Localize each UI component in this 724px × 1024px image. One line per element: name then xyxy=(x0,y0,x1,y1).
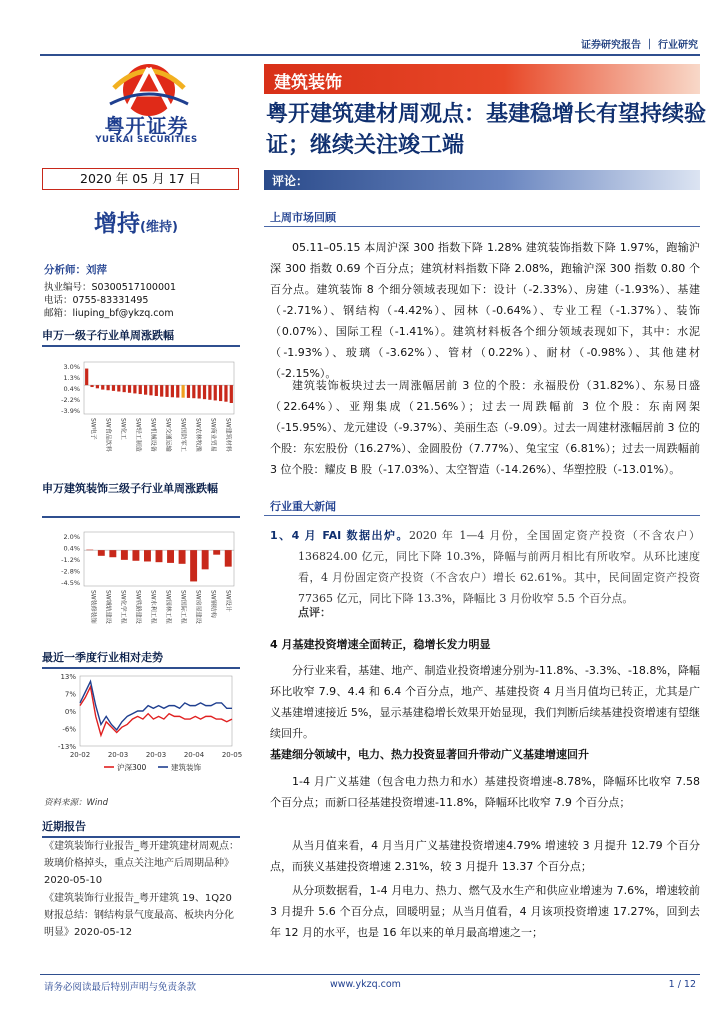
chart-source: 资料来源：Wind xyxy=(44,798,109,808)
section-industry-news: 行业重大新闻 xyxy=(270,500,336,513)
section-market-review: 上周市场回顾 xyxy=(270,211,336,224)
y-tick-label: 0% xyxy=(64,708,76,716)
x-category-label: SW铁路建设 xyxy=(134,590,142,624)
monthly-infra-paragraph: 从当月值来看，4 月当月广义基建投资增速4.79% 增速较 3 月提升 12.79 个百分点，而狭义基建投资增速 2.31%，较 3 月提升 13.37 个百分点； xyxy=(270,839,700,873)
bar xyxy=(176,385,179,397)
bar xyxy=(224,385,227,402)
subheading-infra: 4 月基建投资增速全面转正，稳增长发力明显 xyxy=(270,638,491,651)
x-tick-label: 20-03 xyxy=(145,751,167,759)
bar xyxy=(202,550,209,569)
bar xyxy=(109,550,116,557)
recent-report-link[interactable]: 《建筑装饰行业报告_粤开建筑 19、1Q20 财报总结：钢结构景气度最高、板块内分化明显》2020-05-12 xyxy=(44,893,234,938)
x-category-label: SW农林牧渔 xyxy=(194,418,202,452)
rating-note: (维持) xyxy=(140,220,178,235)
bar xyxy=(230,385,233,403)
legend-label: 建筑装饰 xyxy=(171,763,201,772)
bar xyxy=(85,369,88,386)
disclaimer-link[interactable]: 请务必阅读最后特别声明与免责条款 xyxy=(44,982,197,993)
chart-industry-weekly xyxy=(44,352,242,470)
x-category-label: SW水利工程 xyxy=(149,590,157,624)
bar xyxy=(96,385,99,388)
bar xyxy=(139,385,142,394)
page-number: 1 / 12 xyxy=(668,979,696,990)
news-item-1 xyxy=(270,525,700,609)
market-review-paragraph: 05.11–05.15 本周沪深 300 指数下降 1.28% 建筑装饰指数下降 1.97%，跑输沪深 300 指数 0.69 个百分点；建筑材料指数下降 2.08%，跑输沪深 300 指数 0.80 个百分点。建筑装饰 8 个细分领域表现如下：设计（-2.33%）、房建（-1.93%）、基建（-2.71%）、钢结构（-4.42%）、园林（-0.64%）、专业工程（-1.37%）、装饰（0.07%）、国际工程（-1.41%）。建筑材料板各个细分领域表现如下，其中：水泥（-1.93%）、玻璃（-3.62%）、管材（0.22%）、耐材（-0.98%）、其他建材（-2.15%）。 xyxy=(270,241,700,380)
y-tick-label: -6% xyxy=(62,725,76,734)
section-rule xyxy=(264,515,700,516)
analyst-email: 邮箱：liuping_bf@ykzq.com xyxy=(44,308,174,319)
news-body: 2020 年 1—4 月份，全国固定资产投资（不含农户）136824.00 亿元，同比下降 10.3%，降幅与前两月相比有所收窄。从环比速度看，4 月份固定资产投资（不含农户）增长 62.61%。其中，民间固定资产投资 77365 亿元，同比下降 13.3%，降幅比 3 月份收窄 5.5 个百分点。 xyxy=(298,529,700,605)
chart-relative-trend xyxy=(44,670,242,792)
bar xyxy=(128,385,131,393)
y-tick-label: -2.2% xyxy=(61,396,80,404)
section-rule xyxy=(264,226,700,227)
report-date: 2020 年 05 月 17 日 xyxy=(42,168,239,190)
analyst-phone: 电话：0755-83331495 xyxy=(44,295,149,306)
comment-banner xyxy=(264,170,700,190)
y-tick-label: 2.0% xyxy=(63,533,80,541)
x-category-label: SW建筑材料 xyxy=(224,418,232,452)
x-category-label: SW钢结构 xyxy=(209,590,217,618)
y-tick-label: 0.4% xyxy=(63,385,80,393)
chart1-title: 申万一级子行业单周涨跌幅 xyxy=(42,329,174,342)
report-title: 粤开建筑建材周观点：基建稳增长有望持续验证；继续关注竣工端 xyxy=(266,102,707,158)
bar xyxy=(86,550,93,551)
x-category-label: SW轻工制造 xyxy=(134,418,142,452)
bar xyxy=(198,385,201,398)
power-investment-paragraph: 从分项数据看，1-4 月电力、热力、燃气及水生产和供应业增速为 7.6%，增速较前 3 月提升 5.6 个百分点，回暖明显；从当月值看，4 月该项投资增速 17.27%，回到去年 12 月的水平，也是 16 年以来的单月最高增速之一； xyxy=(270,884,700,939)
bar xyxy=(160,385,163,396)
bar xyxy=(156,550,163,562)
bar xyxy=(179,550,186,564)
x-tick-label: 20-03 xyxy=(107,751,129,759)
bar xyxy=(182,385,185,398)
chart-frame xyxy=(80,676,232,746)
x-category-label: SW城轨建设 xyxy=(104,590,112,624)
y-tick-label: 7% xyxy=(64,690,76,699)
brand-name: 粤开证券 xyxy=(104,114,189,138)
sector-breakdown-paragraph: 分行业来看，基建、地产、制造业投资增速分别为-11.8%、-3.3%、-18.8%，降幅环比收窄 7.9、4.4 和 6.4 个百分点，地产、基建投资 4 月当月值均已转正，尤其是广义基建增速接近 5%，显示基建稳增长效果开始显现，我们判断后续基建投资增速有望继续回升。 xyxy=(270,664,700,740)
bar xyxy=(121,550,128,560)
x-category-label: SW食品饮料 xyxy=(104,418,112,452)
bar xyxy=(190,550,197,581)
y-tick-label: 1.3% xyxy=(63,374,80,382)
bar xyxy=(203,385,206,399)
series-line xyxy=(80,687,232,735)
bar xyxy=(133,385,136,393)
x-category-label: SW装修装饰 xyxy=(89,590,97,624)
website-link[interactable]: www.ykzq.com xyxy=(330,979,401,990)
report-category: 证券研究报告 ｜ 行业研究 xyxy=(581,40,698,51)
chart3-title: 最近一季度行业相对走势 xyxy=(42,651,163,664)
x-category-label: SW电子 xyxy=(89,418,97,440)
bar xyxy=(107,385,110,390)
bar xyxy=(165,385,168,397)
x-tick-label: 20-02 xyxy=(69,751,91,759)
bar xyxy=(213,550,220,555)
sector-label: 建筑装饰 xyxy=(274,73,342,93)
chart2-title: 申万建筑装饰三级子行业单周涨跌幅 xyxy=(42,482,218,495)
series-line xyxy=(80,681,232,729)
broad-infra-paragraph: 1-4 月广义基建（包含电力热力和水）基建投资增速-8.78%，降幅环比收窄 7.58 个百分点；而新口径基建投资增速-11.8%，降幅环比收窄 7.9 个百分点； xyxy=(270,775,700,809)
subheading-power: 基建细分领域中，电力、热力投资显著回升带动广义基建增速回升 xyxy=(270,748,589,761)
bar xyxy=(117,385,120,391)
footer-rule xyxy=(40,974,700,975)
x-category-label: SW化工 xyxy=(119,418,127,440)
bar xyxy=(225,550,232,566)
news-number: 1、 xyxy=(270,529,292,542)
analyst-license: 执业编号：S0300517100001 xyxy=(44,282,177,293)
y-tick-label: -1.2% xyxy=(61,556,80,564)
bar xyxy=(144,550,151,561)
news-headline: 4 月 FAI 数据出炉。 xyxy=(291,529,409,542)
y-tick-label: -2.8% xyxy=(61,567,80,576)
stock-movers-paragraph: 建筑装饰板块过去一周涨幅居前 3 位的个股：永福股份（31.82%）、东易日盛（22.64%）、亚翔集成（21.56%）；过去一周跌幅前 3 位个股：东南网架（-15.95%）、龙元建设（-9.37%）、美丽生态（-9.09）。过去一周建材涨幅居前 3 位的个股：东宏股份（16.27%）、金圆股份（7.77%）、兔宝宝（6.81%）；过去一周跌幅前 3 位个股：耀皮 B 股（-17.03%）、太空智造（-14.26%）、华塑控股（-13.01%）。 xyxy=(270,379,700,476)
bar xyxy=(192,385,195,398)
chart2-rule xyxy=(42,516,240,518)
legend-label: 沪深300 xyxy=(117,763,147,772)
bar xyxy=(123,385,126,392)
analyst-name: 分析师：刘萍 xyxy=(44,264,107,276)
comment-label: 评论： xyxy=(272,174,309,188)
chart3-rule xyxy=(42,667,240,669)
sector-banner xyxy=(264,64,700,94)
bar xyxy=(187,385,190,398)
bar xyxy=(219,385,222,401)
bar xyxy=(155,385,158,396)
bar xyxy=(112,385,115,391)
y-tick-label: -3.9% xyxy=(61,407,80,415)
recent-report-link[interactable]: 《建筑装饰行业报告_粤开建筑建材周观点：玻璃价格掉头，重点关注地产后周期品种》2020-05-10 xyxy=(44,841,239,886)
chart-subsector-weekly xyxy=(44,524,242,644)
bar xyxy=(149,385,152,395)
x-category-label: SW国际工程 xyxy=(179,590,187,624)
y-tick-label: -13% xyxy=(57,743,76,751)
y-tick-label: 3.0% xyxy=(63,363,80,371)
y-tick-label: -4.5% xyxy=(61,579,80,587)
x-category-label: SW商业贸易 xyxy=(209,418,217,452)
bar xyxy=(171,385,174,397)
chart1-rule xyxy=(42,345,240,347)
rating-value: 增持 xyxy=(94,211,140,237)
recent-reports-title: 近期报告 xyxy=(42,820,86,833)
brand-name-en: YUEKAI SECURITIES xyxy=(95,135,198,145)
x-category-label: SW园林工程 xyxy=(164,590,172,624)
y-tick-label: 13% xyxy=(60,673,76,681)
x-category-label: SW国防军工 xyxy=(179,418,187,452)
bar xyxy=(98,550,105,556)
bar xyxy=(132,550,139,561)
review-label: 点评： xyxy=(298,606,331,619)
x-tick-label: 20-05 xyxy=(221,751,242,759)
x-category-label: SW房屋建设 xyxy=(194,590,202,624)
x-category-label: SW设计 xyxy=(224,590,232,612)
y-tick-label: 0.4% xyxy=(63,544,80,553)
rating xyxy=(94,205,178,238)
bar xyxy=(90,385,93,387)
x-tick-label: 20-04 xyxy=(183,751,205,759)
x-category-label: SW交通运输 xyxy=(164,418,172,452)
bar xyxy=(167,550,174,563)
bar xyxy=(214,385,217,400)
bar xyxy=(144,385,147,395)
header-rule xyxy=(40,54,700,56)
x-category-label: SW化学工程 xyxy=(119,590,127,624)
x-category-label: SW机械设备 xyxy=(149,418,157,452)
bar xyxy=(101,385,104,389)
bar xyxy=(208,385,211,400)
